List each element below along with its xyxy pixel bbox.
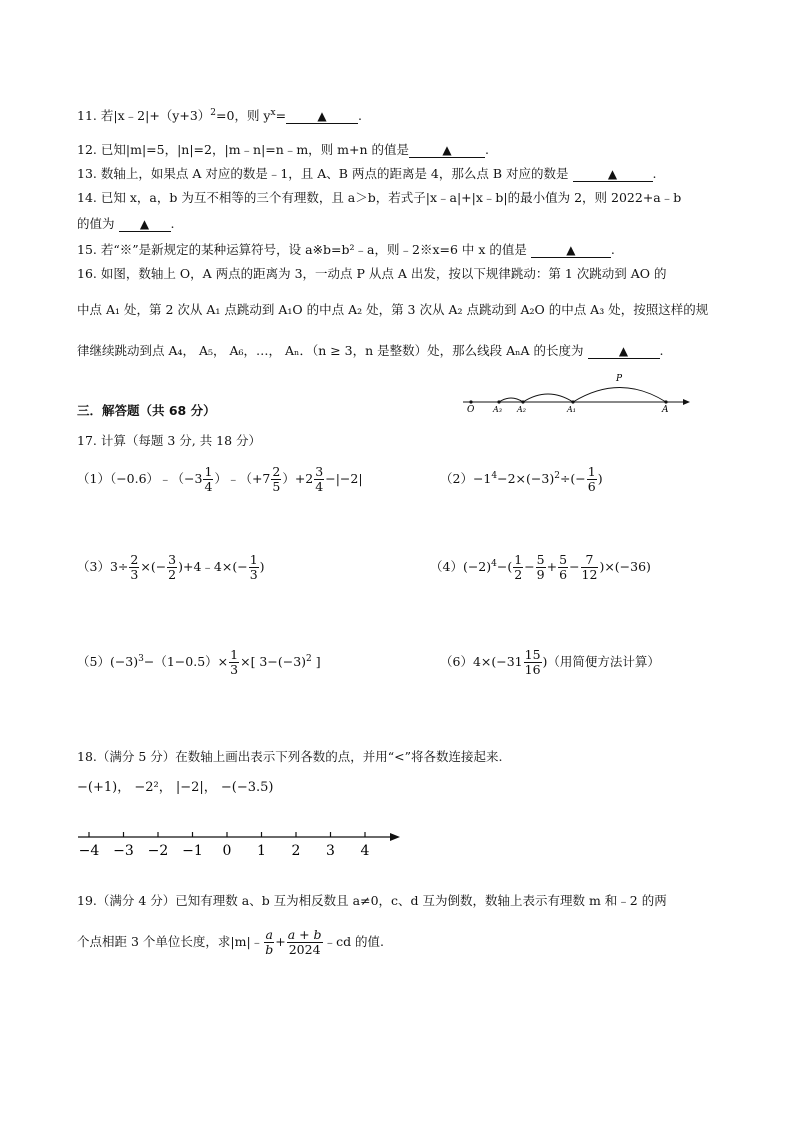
exponent: 2 [554,470,560,481]
denominator: b [265,942,274,957]
fraction [229,648,239,677]
q19-text: 个点相距 3 个单位长度，求|m|﹣ [77,934,264,949]
tick-label: 4 [360,843,370,859]
fraction [129,553,139,582]
numerator: 15 [524,647,541,662]
numerator: 3 [315,464,324,479]
expr-seg: )×(−36) [599,559,651,574]
numerator: 7 [581,553,599,568]
q11-expression: |x﹣2|+（y+3） [113,108,211,123]
question-11 [77,108,362,124]
expr-seg: )（用简便方法计算） [542,654,660,669]
triangle-marker-icon: ▲ [566,243,576,257]
part-label: （6） [440,654,473,669]
label-p: P [616,374,623,384]
numerator: a + b [287,927,322,942]
expr-seg: ×[ 3−(−3) [240,654,307,669]
triangle-marker-icon: ▲ [442,143,452,157]
question-17-part-5 [77,648,321,677]
q11-exponent: 2 [210,107,217,118]
question-16-line-1 [77,266,666,282]
fraction [167,553,177,582]
part-label: （1） [77,471,110,486]
expr-seg: ）+2 [282,471,314,486]
q13-text: 数轴上，如果点 A 对应的数是﹣1，且 A、B 两点的距离是 4，那么点 B 对应的数是 [100,166,569,181]
numerator: 5 [536,552,545,567]
triangle-marker-icon: ▲ [139,217,150,231]
tick-label: −1 [182,843,203,859]
point-a3 [497,400,500,403]
denominator: 4 [315,479,324,494]
answer-blank[interactable] [409,143,485,158]
expr-seg: （−0.6）﹣（−3 [109,471,203,486]
q13-period: . [652,166,657,181]
expr-seg: −2×(−3) [497,471,555,486]
numerator: 2 [130,552,139,567]
denominator: 9 [536,567,545,582]
q19-text-end: ﹣cd 的值. [323,934,385,949]
question-number: 13. [77,166,97,181]
q16-text-1: 如图，数轴上 O，A 两点的距离为 3，一动点 P 从点 A 出发，按以下规律跳动：第 1 次跳动到 AO 的 [100,266,667,281]
jump-arc-2 [523,394,573,402]
part-label: （3） [77,559,110,574]
axis-arrow-icon [683,399,690,405]
operator: − [524,559,535,574]
question-15 [77,242,615,258]
tick-label: 1 [257,843,266,859]
q16-text-2: 中点 A₁ 处，第 2 次从 A₁ 点跳动到 A₁O 的中点 A₂ 处，第 3 次从 A₂ 点跳动到 A₂O 的中点 A₃ 处，按照这样的规 [77,302,709,317]
numerator: a [265,927,273,942]
point-a [664,400,667,403]
fraction [513,553,523,582]
expr-seg: )+4﹣4×(− [178,559,248,574]
label-a1: A₁ [567,405,576,414]
question-number: 14. [77,190,97,205]
expr-seg: ] [311,654,321,669]
denominator: 16 [524,662,541,677]
operator: + [546,559,558,574]
q12-text: 已知|m|=5，|n|=2，|m﹣n|=n﹣m，则 m+n 的值是 [100,142,410,157]
expr-seg: −（1−0.5）× [143,654,229,669]
exponent: 4 [491,470,498,481]
operator: + [275,934,286,949]
triangle-marker-icon: ▲ [618,344,629,358]
question-14-line-1 [77,190,681,206]
numerator: 1 [230,647,239,662]
fraction [203,465,213,494]
part-label: （4） [430,559,463,574]
numerator: 5 [559,552,568,567]
expr-seg: −( [496,559,513,574]
question-19-line-2 [77,928,384,957]
tick-label: −3 [113,843,134,859]
figure-16-number-line [455,368,695,414]
fraction [314,465,324,494]
q11-exponent-x: x [270,107,276,118]
numerator: 1 [514,552,523,567]
expr-seg: ) [597,471,603,486]
expr-seg: ) [259,559,265,574]
fraction [264,928,274,957]
numerator: 1 [587,464,596,479]
question-16-line-2 [77,302,708,318]
part-label: （5） [77,654,110,669]
expr-seg: ×(− [140,559,167,574]
question-number: 12. [77,142,97,157]
question-17-part-3 [77,553,265,582]
expr-seg: 4×(−31 [472,654,523,669]
point-a1 [571,400,574,403]
q11-condition: =0，则 y [216,108,271,123]
question-13 [77,166,657,182]
question-14-line-2 [77,216,174,232]
question-17-part-6 [440,648,660,677]
section-3-title: 三．解答题（共 68 分） [77,403,216,418]
q11-prefix: 若 [100,108,114,123]
question-17-part-2 [440,465,603,494]
expr-seg: ÷(− [559,471,586,486]
tick-label: 0 [222,843,232,859]
question-19-line-1: 19.（满分 4 分）已知有理数 a、b 互为相反数且 a≠0，c、d 互为倒数，数轴上表示有理数 m 和﹣2 的两 [77,893,667,908]
q11-equals: = [275,108,287,123]
operator: − [569,559,580,574]
q12-period: . [485,142,489,157]
question-17-part-4 [430,553,651,582]
point-a2 [521,400,524,403]
point-o [469,400,472,403]
q11-period: . [358,108,363,123]
expr-seg: 3÷ [109,559,129,574]
question-number: 11. [77,108,97,123]
denominator: 6 [587,479,596,494]
q14-text-2: 的值为 [77,216,115,231]
denominator: 3 [230,662,239,677]
fraction [287,928,323,957]
fraction [536,553,546,582]
fraction [271,465,281,494]
exponent: 3 [138,653,144,664]
q14-period: . [170,216,175,231]
numerator: 1 [204,464,213,479]
question-number: 15. [77,242,97,257]
fraction [558,553,568,582]
q14-text: 已知 x，a，b 为互不相等的三个有理数，且 a＞b，若式子|x﹣a|+|x﹣b|的最小值为 2，则 2022+a﹣b [100,190,682,205]
fraction [249,553,259,582]
label-a: A [662,405,669,414]
denominator: 3 [249,567,258,582]
triangle-marker-icon: ▲ [317,109,327,123]
expr-seg: −1 [472,471,492,486]
tick-label: −4 [78,843,100,859]
denominator: 3 [130,567,139,582]
jump-arc-1 [573,388,666,403]
denominator: 12 [581,567,598,582]
question-18-numbers: −(+1)， −2²， |−2|， −(−3.5) [77,780,274,795]
exponent: 2 [306,653,312,664]
label-a2: A₂ [517,405,526,414]
q16-period: . [659,343,664,358]
tick-label: 2 [291,843,301,859]
denominator: 6 [559,567,568,582]
question-18-text: 18.（满分 5 分）在数轴上画出表示下列各数的点，并用“<”将各数连接起来. [77,749,503,764]
question-17-title: 17. 计算（每题 3 分, 共 18 分） [77,433,262,448]
expr-seg: −|−2| [325,471,363,486]
question-17-part-1 [77,465,363,494]
jump-arc-3 [499,398,523,402]
numerator: 2 [272,464,281,479]
denominator: 5 [272,479,281,494]
denominator: 4 [204,479,213,494]
denominator: 2024 [288,942,321,957]
label-a3: A₃ [493,405,502,414]
tick-label: −2 [147,843,169,859]
q15-period: . [610,242,615,257]
denominator: 2 [168,567,177,582]
expr-seg: (−2) [462,559,492,574]
denominator: 2 [514,567,523,582]
fraction [581,553,599,582]
numerator: 1 [249,552,258,567]
question-16-line-3 [77,343,664,359]
answer-blank[interactable] [119,217,171,232]
question-18-number-line[interactable] [70,822,410,866]
expr-seg: (−3) [109,654,139,669]
expr-seg: ）﹣（+7 [214,471,271,486]
part-label: （2） [440,471,473,486]
q15-text: 若“※”是新规定的某种运算符号，设 a※b=b²﹣a，则﹣2※x=6 中 x 的值是 [100,242,527,257]
fraction [587,465,597,494]
exponent: 4 [491,558,497,569]
question-number: 16. [77,266,97,281]
answer-blank[interactable] [573,167,653,182]
numerator: 3 [168,552,177,567]
answer-blank[interactable] [286,109,358,124]
answer-blank[interactable] [588,344,660,359]
tick-label: 3 [326,843,335,859]
label-o: O [467,405,475,414]
axis-arrow-icon [390,833,400,841]
q16-text-3: 律继续跳动到点 A₄， A₅， A₆，…， Aₙ．（n ≥ 3，n 是整数）处，那么线段 AₙA 的长度为 [77,343,584,358]
answer-blank[interactable] [531,243,611,258]
fraction [524,648,542,677]
question-12 [77,142,489,158]
triangle-marker-icon: ▲ [607,167,618,181]
